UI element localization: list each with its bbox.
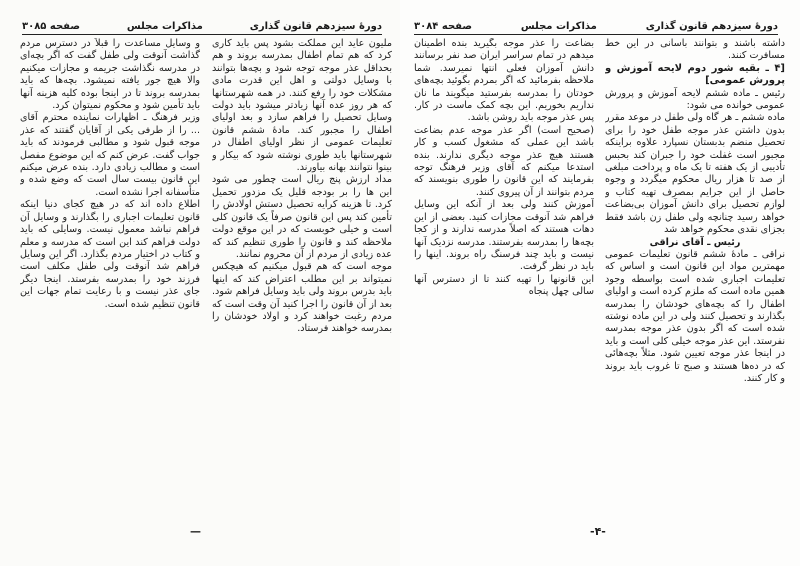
text-column-right	[212, 38, 392, 508]
header-session: دورهٔ سیزدهم قانون گذاری	[645, 21, 778, 32]
header-session: دورهٔ سیزدهم قانون گذاری	[249, 21, 382, 32]
paragraph: (صحیح است) اگر عذر موجه عدم بضاعت باشد این عملی که مشغول کسب و کار هستند هیچ عذر موجه دیگری ندارند. بنده استدعا میکنم که آقای وزیر فرهنگ توجه بفرمایند که این قانون را طوری بنویسند که مردم بتوانند از آن پیروی کنند.	[414, 124, 594, 198]
section-heading: [۴ ـ بقیه شور دوم لایحه آموزش و پرورش عمومی]	[605, 62, 785, 87]
paragraph: بضاعت را عذر موجه بگیرید بنده اطمینان میدهم در تمام سراسر ایران صد نفر برسانند دانش آموزان فعلی انتها نمیرسد. شما ملاحظه بفرمائید که اگر بمردم بگوئید بچه‌های خودتان را بمدرسه بفرستید میگویند ما نان نداریم بخوریم. این بچه کمک ماست در کار. پس عذر موجه باید روشن باشد.	[414, 38, 594, 124]
paragraph: اطلاع داده اند که در هیچ کجای دنیا اینکه قانون تعلیمات اجباری را بگذارند و وسایل آن فراهم نباشد معمول نیست. وسایلی که باید دولت فراهم کند این است که مدرسه و معلم و کتاب در اختیار مردم بگذارد. اگر این وسایل فراهم شد آنوقت ولی طفل مکلف است فرزند خود را بمدرسه بفرستد. اینجا دیگر جای عذر نیست و با رعایت تمام جهات این قانون تنظیم شده است.	[20, 199, 200, 310]
paragraph: رئیس ـ ماده ششم لایحه آموزش و پرورش عمومی خوانده می شود:	[605, 87, 785, 112]
paragraph: ملیون عاید این مملکت بشود پس باید کاری کرد که هم تمام اطفال بمدرسه بروند و هم بحداقل عذر موجه توجه شود و بچه‌ها بتوانند با وسایل دولتی و اهل این قدرت مادی مشکلات خود را رفع کنند. در همه شهرستانها که هر روز عده آنها زیادتر میشود باید دولت وسایل تحصیل را فراهم سازد و بعد اولیای اطفال را مجبور کند. مادۀ ششم قانون تعلیمات عمومی از نظر اولیای اطفال در شهرستانها باید طوری نوشته شود که بیکار و بینوا نتوانند بهانه بیاورند.	[212, 38, 392, 174]
header-title: مذاکرات مجلس	[126, 21, 203, 32]
paragraph: داشته باشند و بتوانند بآسانی در این خط مسافرت کنند.	[605, 38, 785, 62]
text-column-right	[605, 38, 785, 508]
page-header	[22, 16, 382, 35]
speaker-line: رئیس ـ آقای نراقی	[649, 236, 741, 248]
paragraph: مداد ارزش پنج ریال است چطور می شود این ها را بر بودجه قلیل یک مزدور تحمیل کرد. تا هزینه کرایه تحصیل دستش اولادش را تأمین کند پس این قانون صرفاً یک قانون کلی است و خیلی خوبست که در این موقع دولت ملاحظه کند و قانون را طوری تنظیم کند که عده زیادی از مردم از آن محروم نمانند.	[212, 174, 392, 260]
header-title: مذاکرات مجلس	[520, 21, 597, 32]
paragraph: این قانونها را تهیه کنند تا از دسترس آنها سالی چهل پنجاه	[414, 273, 594, 298]
text-column-left	[20, 38, 200, 508]
paragraph: نراقی ـ مادهٔ ششم قانون تعلیمات عمومی مهمترین مواد این قانون است و اساس که تعلیمات اجباری شده است بواسطه وجود همین ماده است که ملزم کرده است و اولیای اطفال را که بچه‌های خودشان را بمدرسه بگذارند و تحصیل کنند ولی در این ماده نوشته شده است که اگر بدون عذر موجه بمدرسه نفرستد. این عذر موجه خیلی کلی است و باید در اینجا عذر موجه تعیین شود. مثلاً بچه‌هائی که در ده‌ها هستند و صبح تا غروب باید بروند و کار کنند.	[605, 248, 785, 384]
paragraph: و وسایل مساعدت را قبلاً در دسترس مردم گذاشت آنوقت ولی طفل گفت که اگر بچه‌ای در مدرسه نگذاشت جریمه و مجازات میکنیم والا هیچ جور یافته نمیشود. بچه‌ها که باید بمدرسه بروند تا در اینجا بوده کلیه هزینه آنها باید تأمین شود و محکوم نمیتوان کرد.	[20, 38, 200, 112]
header-page-number: صفحه ۳۰۸۴	[414, 21, 473, 32]
header-page-number: صفحه ۳۰۸۵	[22, 21, 81, 32]
paragraph: آموزش کنند ولی بعد از آنکه این وسایل فراهم شد آنوقت مجازات کنید. بعضی از این دهات هستند که اصلاً مدرسه ندارند و از کجا بچه‌ها را بمدرسه بفرستند. مدرسه نزدیک آنها نیست و باید چند فرسنگ راه بروند. اینها را باید در نظر گرفت.	[414, 199, 594, 273]
paragraph: وزیر فرهنگ ـ اظهارات نماینده محترم آقای ... را از طرفی یکی از آقایان گفتند که عذر موجه قبول شود و مطالبی فرمودند که باید جواب گفت. عرض کنم که این موضوع مفصل است و مطالب زیادی دارد. بنده عرض میکنم این قانون بیست سال است که وضع شده و متأسفانه اجرا نشده است.	[20, 112, 200, 198]
paragraph: موجه است که هم قبول میکنیم که هیچکس نمیتواند بر این مطلب اعتراض کند که اینها باید بدرس بروند ولی باید وسایل فراهم شود. بعد از آن قانون را اجرا کنید آن وقت است که مردم رغبت خواهند کرد و اولاد خودشان را بمدرسه خواهند فرستاد.	[212, 261, 392, 335]
text-column-left	[414, 38, 594, 508]
page-header	[414, 16, 778, 35]
paragraph: ماده ششم ـ هر گاه ولی طفل در موعد مقرر بدون داشتن عذر موجه طفل خود را برای تحصیل منضم بدبستان نسپارد علاوه براینکه مجبور است غفلت خود را جبران کند بحبس تأدیبی از یک هفته تا یک ماه و پرداخت مبلغی از صد تا هزار ریال محکوم میگردد و وجوه حاصل از این جرایم بمصرف تهیه کتاب و لوازم تحصیل برای دانش آموزان بی‌بضاعت خواهد رسید چنانچه ولی طفل زن باشد فقط بجزای نقدی محکوم خواهد شد	[605, 112, 785, 236]
right-page	[400, 0, 800, 566]
page-number: -۴-	[590, 525, 606, 538]
footer-mark: —	[190, 525, 201, 538]
